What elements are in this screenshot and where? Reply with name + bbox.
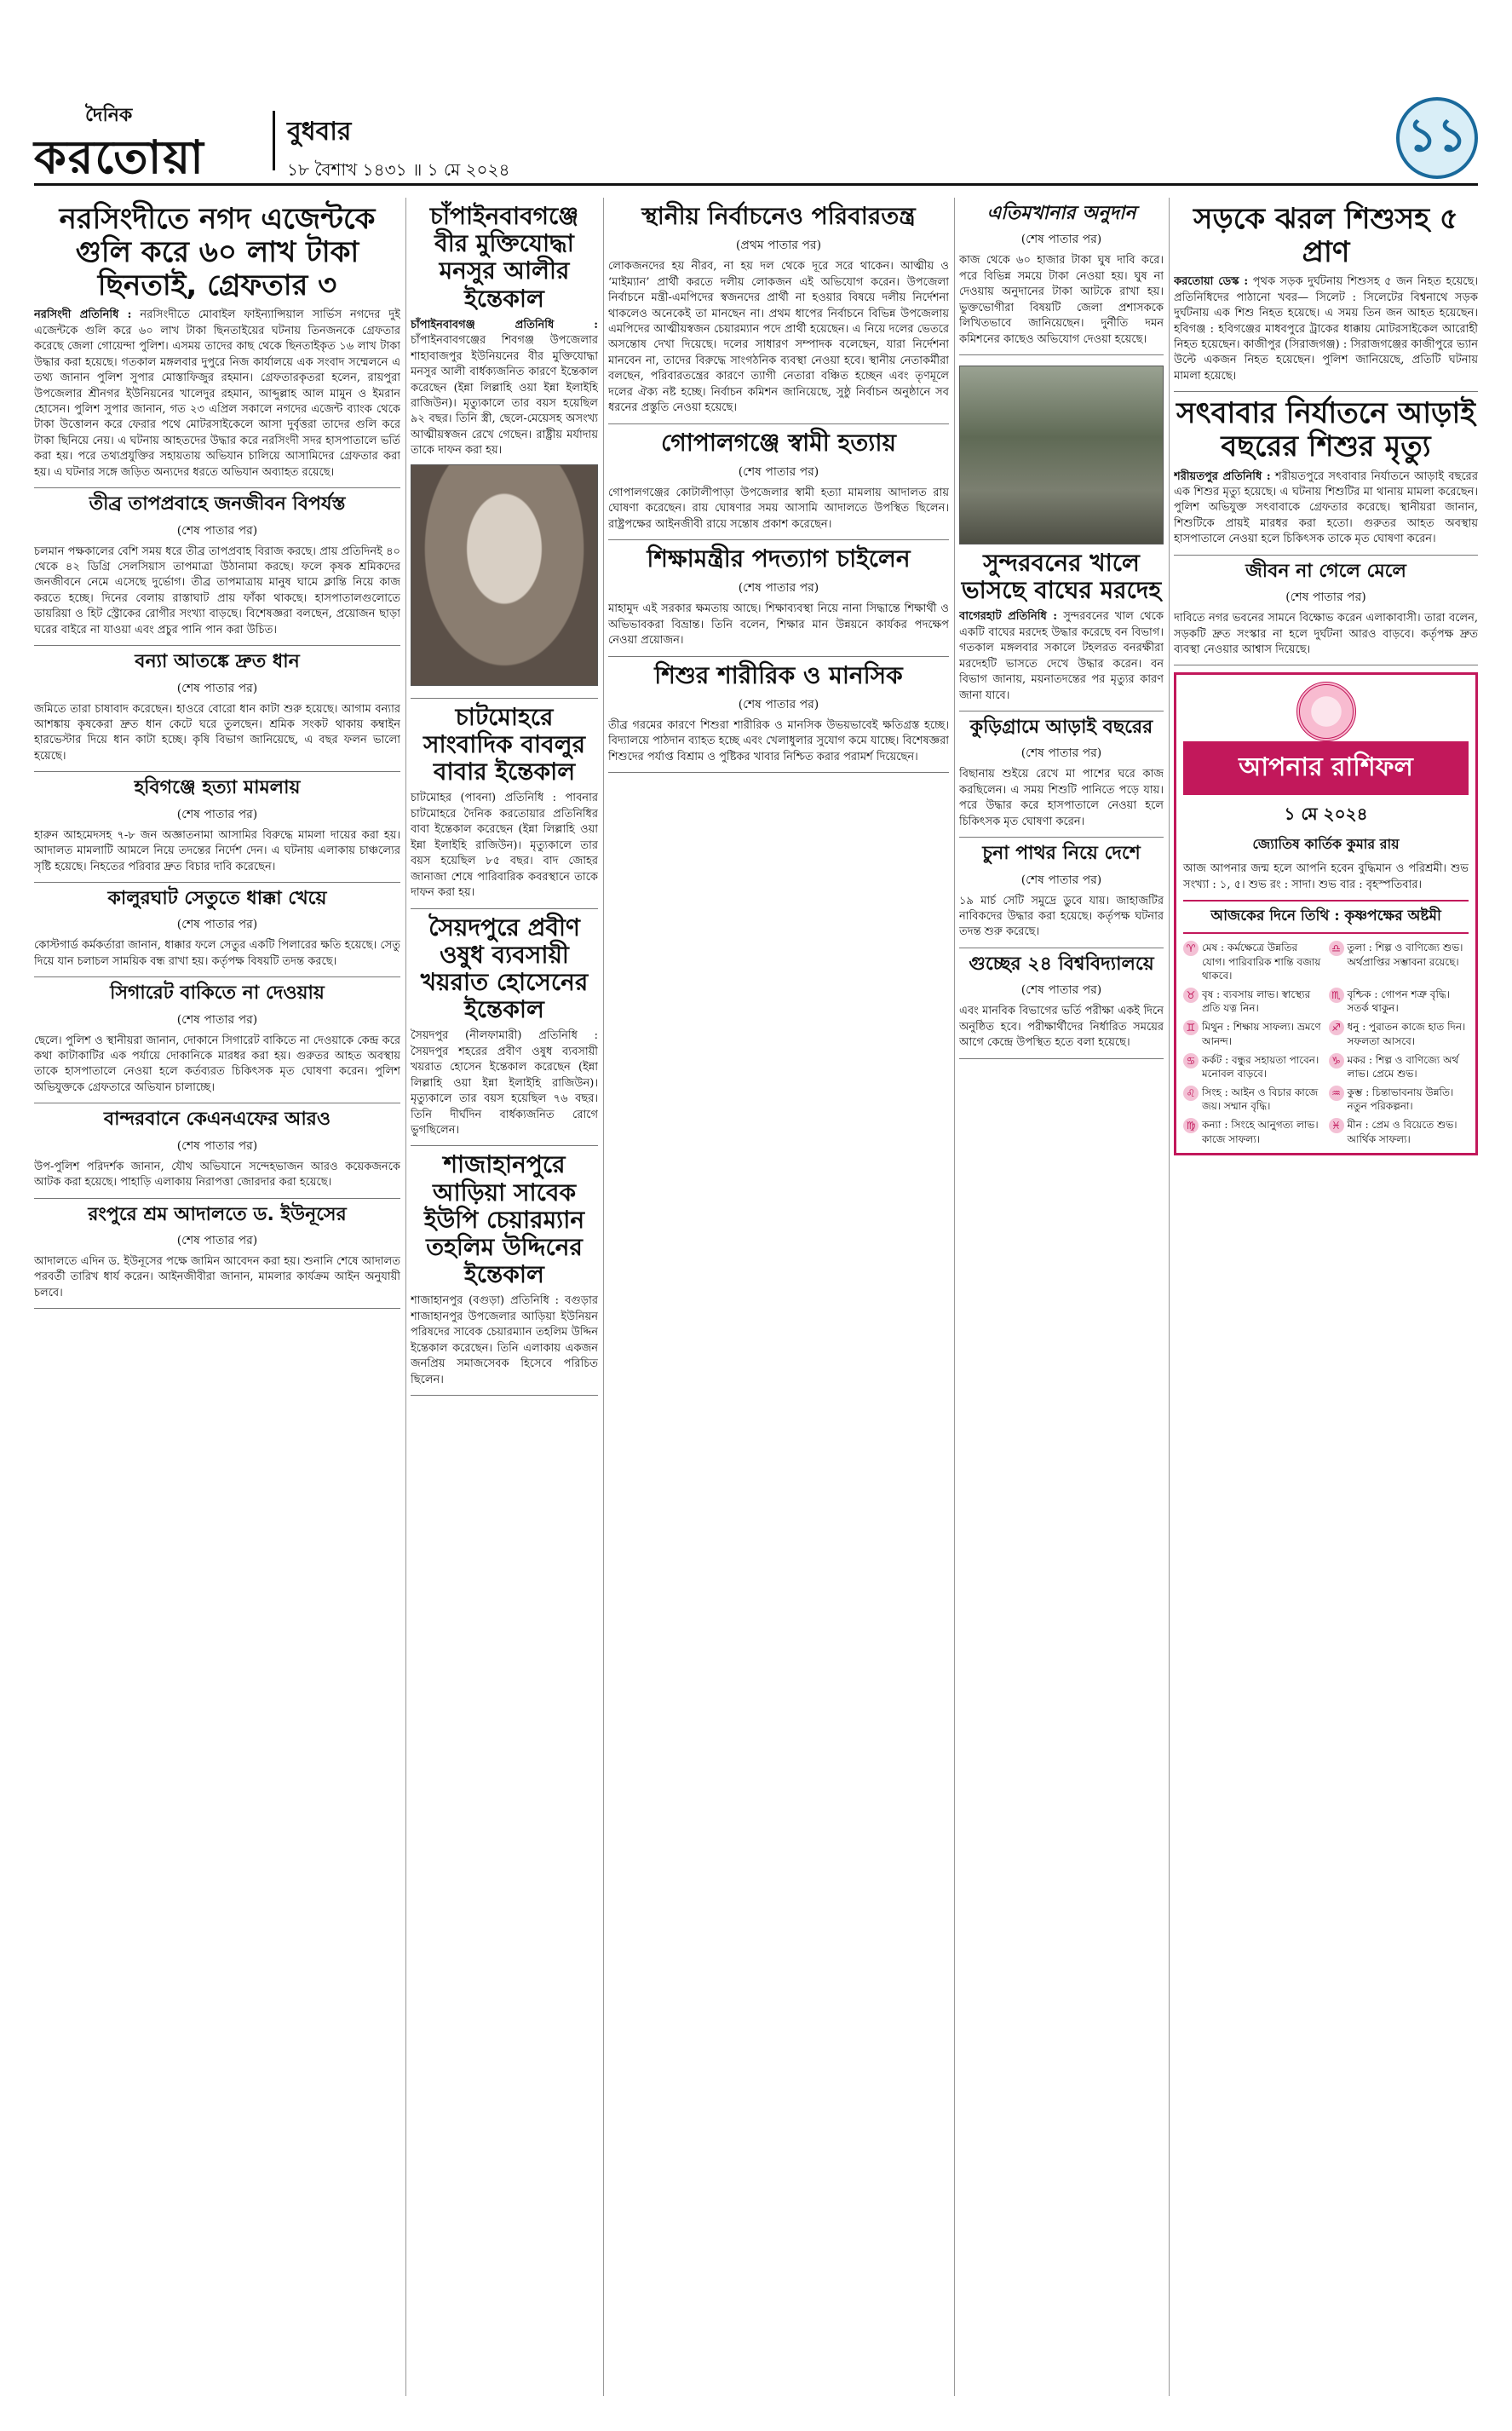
story-body: শরীয়তপুরে সৎবাবার নির্যাতনে আড়াই বছরের এক শিশুর মৃত্যু হয়েছে। এ ঘটনায় শিশুটির মা থানায় মামলা করেছেন। পুলিশ অভিযুক্ত সৎবাবাকে গ্রেফতার করেছে। স্থানীয়রা জানান, শিশুটিকে প্রায়ই মারধর করা হতো। গুরুতর আহত অবস্থায় হাসপাতালে নেওয়া হলে চিকিৎসক তাকে মৃত ঘোষণা করেন। <box>1174 469 1478 546</box>
continuation-note: (শেষ পাতার পর) <box>176 1012 258 1027</box>
story-body: হারুন আহমেদসহ ৭-৮ জন অজ্ঞাতনামা আসামির বিরুদ্ধে মামলা দায়ের করা হয়। আদালত মামলাটি আমলে নিয়ে তদন্তের নির্দেশ দেন। এ ঘটনায় এলাকায় চাঞ্চল্যের সৃষ্টি হয়েছে। নিহতের পরিবার দ্রুত বিচার দাবি করেছেন। <box>34 828 400 873</box>
byline: বাগেরহাট প্রতিনিধি : <box>959 610 1058 624</box>
zodiac-sign-icon: ♌ <box>1183 1086 1199 1101</box>
story-body: আদালতে এদিন ড. ইউনূসের পক্ষে জামিন আবেদন করা হয়। শুনানি শেষে আদালত পরবর্তী তারিখ ধার্য করেন। আইনজীবীরা জানান, মামলার কার্যক্রম আইন অনুযায়ী চলবে। <box>34 1254 400 1299</box>
zodiac-text: বৃষ : ব্যবসায় লাভ। স্বাস্থ্যের প্রতি যত্ন নিন। <box>1202 988 1311 1015</box>
headline: সিগারেট বাকিতে না দেওয়ায় <box>110 982 325 1005</box>
headline: চাটমোহরে সাংবাদিক বাবলুর বাবার ইন্তেকাল <box>423 702 585 786</box>
page-number-badge: ১১ <box>1396 97 1478 179</box>
zodiac-sign-icon: ♒ <box>1329 1086 1344 1101</box>
photo-caption-headline: সুন্দরবনের খালে ভাসছে বাঘের মরদেহ <box>961 549 1162 605</box>
headline: তীব্র তাপপ্রবাহে জনজীবন বিপর্যস্ত <box>89 493 346 516</box>
zodiac-sign-icon: ♏ <box>1329 988 1344 1003</box>
headline: গোপালগঞ্জে স্বামী হত্যায় <box>660 428 896 457</box>
zodiac-text: মীন : প্রেম ও বিয়েতে শুভ। আর্থিক সাফল্য। <box>1347 1119 1457 1145</box>
story-body: এবং মানবিক বিভাগের ভর্তি পরীক্ষা একই দিনে অনুষ্ঠিত হবে। পরীক্ষার্থীদের নির্ধারিত সময়ের আগে কেন্দ্রে উপস্থিত হতে বলা হয়েছে। <box>959 1005 1164 1050</box>
story-limestone <box>959 838 1164 948</box>
story-body: মাহামুদ এই সরকার ক্ষমতায় আছে। শিক্ষাব্যবস্থা নিয়ে নানা সিদ্ধান্তে শিক্ষার্থী ও অভিভাবকরা বিভ্রান্ত। তিনি বলেন, শিক্ষার মান উন্নয়নে কার্যকর পদক্ষেপ নেওয়া প্রয়োজন। <box>608 602 949 648</box>
zodiac-text: সিংহ : আইন ও বিচার কাজে জয়। সম্মান বৃদ্ধি। <box>1202 1086 1319 1113</box>
headline: শাজাহানপুরে আড়িয়া সাবেক ইউপি চেয়ারম্যান তহলিম উদ্দিনের ইন্তেকাল <box>423 1150 585 1289</box>
column-4 <box>959 198 1164 1059</box>
continuation-note: (শেষ পাতার পর) <box>176 1233 258 1247</box>
story-body: লোকজনদের হয় নীরব, না হয় দল থেকে দূরে সরে থাকেন। আত্মীয় ও ‘মাইম্যান’ প্রার্থী করতে দলীয় লোকজন এই অভিযোগ করেন। উপজেলা নির্বাচনে মন্ত্রী-এমপিদের স্বজনদের প্রার্থী না হওয়ার বিষয়ে দলীয় নির্দেশনা থাকলেও অনেকেই তা মানছেন না। প্রথম ধাপের নির্বাচনে বিভিন্ন উপজেলায় এমপিদের আত্মীয়স্বজন চেয়ারম্যান পদে প্রার্থী হয়েছেন। এ নিয়ে দলের ভেতরে অসন্তোষ দেখা দিয়েছে। দলের সাধারণ সম্পাদক বলেছেন, যারা নির্দেশনা মানবেন না, তাদের বিরুদ্ধে সাংগঠনিক ব্যবস্থা নেওয়া হবে। স্থানীয় নেতাকর্মীরা বলছেন, পরিবারতন্ত্রের কারণে ত্যাগী নেতারা বঞ্চিত হচ্ছেন এবং তৃণমূলে দলের ঐক্য নষ্ট হচ্ছে। নির্বাচন কমিশন জানিয়েছে, সুষ্ঠু নির্বাচন অনুষ্ঠানে সব ধরনের প্রস্তুতি নেওয়া হয়েছে। <box>608 260 949 415</box>
zodiac-sign-icon: ♈ <box>1183 941 1199 956</box>
continuation-note: (শেষ পাতার পর) <box>176 807 258 821</box>
headline: জীবন না গেলে মেলে <box>1245 560 1406 582</box>
logo-small-text: দৈনিক <box>85 104 133 126</box>
story-journalist-father <box>411 699 598 909</box>
story-body: চাঁপাইনবাবগঞ্জের শিবগঞ্জ উপজেলার শাহাবাজপুর ইউনিয়নের বীর মুক্তিযোদ্ধা মনসুর আলী বার্ধক্যজনিত কারণে ইন্তেকাল করেছেন (ইন্না লিল্লাহি ওয়া ইন্না ইলাইহি রাজিউন)। মৃত্যুকালে তার বয়স হয়েছিল ৯২ বছর। তিনি স্ত্রী, ছেলে-মেয়েসহ অসংখ্য আত্মীয়স্বজন রেখে গেছেন। রাষ্ট্রীয় মর্যাদায় তাকে দাফন করা হয়। <box>411 334 598 458</box>
headline: শিশুর শারীরিক ও মানসিক <box>654 660 903 689</box>
story-education-minister <box>608 540 949 657</box>
byline: নরসিংদী প্রতিনিধি : <box>34 308 132 322</box>
lead-headline: নরসিংদীতে নগদ এজেন্টকে গুলি করে ৬০ লাখ টাকা ছিনতাই, গ্রেফতার ৩ <box>59 202 376 303</box>
story-heatwave <box>34 488 400 646</box>
story-body: সৈয়দপুর (নীলফামারী) প্রতিনিধি : সৈয়দপুর শহরের প্রবীণ ওষুধ ব্যবসায়ী খয়রাত হোসেন ইন্তেকাল করেছেন (ইন্না লিল্লাহি ওয়া ইন্না ইলাইহি রাজিউন)। মৃত্যুকালে তার বয়স হয়েছিল ৭৬ বছর। তিনি দীর্ঘদিন বার্ধক্যজনিত রোগে ভুগছিলেন। <box>411 1029 598 1138</box>
zodiac-sign-icon: ♓ <box>1329 1118 1344 1133</box>
continuation-note: (শেষ পাতার পর) <box>176 918 258 932</box>
headline: কুড়িগ্রামে আড়াই বছরের <box>969 717 1153 739</box>
zodiac-text: তুলা : শিল্প ও বাণিজ্যে শুভ। অর্থপ্রাপ্তির সম্ভাবনা রয়েছে। <box>1347 942 1463 968</box>
headline: চুনা পাথর নিয়ে দেশে <box>982 843 1141 865</box>
story-road-accident <box>1174 198 1478 392</box>
zodiac-sign-icon: ♑ <box>1329 1053 1344 1069</box>
byline: চাঁপাইনবাবগঞ্জ প্রতিনিধি : <box>411 318 598 331</box>
story-stepfather-torture <box>1174 392 1478 555</box>
story-flood <box>34 646 400 772</box>
story-cigarette <box>34 977 400 1103</box>
column-2 <box>411 198 598 1396</box>
zodiac-item <box>1329 941 1469 982</box>
continuation-note: (শেষ পাতার পর) <box>1020 873 1102 887</box>
zodiac-item <box>1183 941 1324 982</box>
story-local-election <box>608 198 949 424</box>
tithi-heading: আজকের দিনে তিথি : কৃষ্ণপক্ষের অষ্টমী <box>1183 900 1469 934</box>
zodiac-sign-icon: ♎ <box>1329 941 1344 956</box>
zodiac-item <box>1329 1053 1469 1080</box>
portrait-photo <box>411 464 598 686</box>
headline: কালুরঘাট সেতুতে ধাক্কা খেয়ে <box>107 888 327 910</box>
story-former-chairman <box>411 1146 598 1396</box>
date-block <box>273 111 510 180</box>
story-body: শাজাহানপুর (বগুড়া) প্রতিনিধি : বগুড়ার শাজাহানপুর উপজেলার আড়িয়া ইউনিয়ন পরিষদের সাবেক চেয়ারম্যান তহলিম উদ্দিন ইন্তেকাল করেছেন। তিনি এলাকায় একজন জনপ্রিয় সমাজসেবক হিসেবে পরিচিত ছিলেন। <box>411 1294 598 1386</box>
story-child-health <box>608 657 949 774</box>
column-divider <box>603 198 604 2396</box>
continuation-note: (শেষ পাতার পর) <box>1020 983 1102 998</box>
zodiac-item <box>1183 1086 1324 1113</box>
story-body: গোপালগঞ্জের কোটালীপাড়া উপজেলার স্বামী হত্যা মামলায় আদালত রায় ঘোষণা করেছেন। রায় ঘোষণার সময় আসামি আদালতে উপস্থিত ছিলেন। রাষ্ট্রপক্ষের আইনজীবী রায়ে সন্তোষ প্রকাশ করেছেন। <box>608 486 949 531</box>
story-bandarban <box>34 1103 400 1198</box>
headline: এতিমখানার অনুদান <box>986 203 1136 224</box>
story-orphanage <box>959 198 1164 355</box>
headline: রংপুরে শ্রম আদালতে ড. ইউনূসের <box>88 1203 347 1225</box>
zodiac-text: মিথুন : শিক্ষায় সাফল্য। ভ্রমণে আনন্দ। <box>1202 1021 1321 1047</box>
continuation-note: (শেষ পাতার পর) <box>1285 590 1366 605</box>
continuation-note: (শেষ পাতার পর) <box>176 681 258 695</box>
story-body: কাজ থেকে ৬০ হাজার টাকা ঘুষ দাবি করে। পরে বিভিন্ন সময়ে টাকা নেওয়া হয়। ঘুষ না দেওয়ায় অনুদানের টাকা আটকে রাখা হয়। ভুক্তভোগীরা বিষয়টি জেলা প্রশাসককে লিখিতভাবে জানিয়েছেন। দুর্নীতি দমন কমিশনের কাছেও অভিযোগ দেওয়া হয়েছে। <box>959 254 1164 346</box>
headline: গুচ্ছের ২৪ বিশ্ববিদ্যালয়ে <box>969 953 1154 975</box>
headline: বান্দরবানে কেএনএফের আরও <box>103 1109 331 1131</box>
story-body: ছেলে। পুলিশ ও স্থানীয়রা জানান, দোকানে সিগারেট বাকিতে না দেওয়াকে কেন্দ্র করে কথা কাটাকাটির এক পর্যায়ে দোকানিকে মারধর করা হয়। গুরুতর আহত অবস্থায় তাকে হাসপাতালে নেওয়া হলে কর্তব্যরত চিকিৎসক মৃত ঘোষণা করেন। পুলিশ অভিযুক্তকে গ্রেফতারে অভিযান চালাচ্ছে। <box>34 1034 400 1094</box>
story-body: কোস্টগার্ড কর্মকর্তারা জানান, ধাক্কার ফলে সেতুর একটি পিলারের ক্ষতি হয়েছে। সেতু দিয়ে যান চলাচল সাময়িক বন্ধ রাখা হয়। কর্তৃপক্ষ বিষয়টি তদন্ত করছে। <box>34 939 400 968</box>
zodiac-text: কুম্ভ : চিন্তাভাবনায় উন্নতি। নতুন পরিকল্পনা। <box>1347 1086 1454 1113</box>
story-bridge <box>34 883 400 977</box>
story-body: পৃথক সড়ক দুর্ঘটনায় শিশুসহ ৫ জন নিহত হয়েছে। প্রতিনিধিদের পাঠানো খবর— সিলেট : সিলেটের বিশ্বনাথে সড়ক দুর্ঘটনায় এক শিশু নিহত হয়েছে। এ সময় তিন জন আহত হয়েছেন। হবিগঞ্জ : হবিগঞ্জের মাধবপুরে ট্রাকের ধাক্কায় মোটরসাইকেল আরোহী নিহত হয়েছেন। কাজীপুর (সিরাজগঞ্জ) : সিরাজগঞ্জের কাজীপুরে ভ্যান উল্টে একজন নিহত হয়েছেন। পুলিশ জানিয়েছে, প্রতিটি ঘটনায় মামলা হয়েছে। <box>1174 275 1478 383</box>
zodiac-sign-icon: ♍ <box>1183 1118 1199 1133</box>
zodiac-text: মকর : শিল্প ও বাণিজ্যে অর্থ লাভ। প্রেমে শুভ। <box>1347 1053 1459 1080</box>
horoscope-intro: আজ আপনার জন্ম হলে আপনি হবেন বুদ্ধিমান ও পরিশ্রমী। শুভ সংখ্যা : ১, ৫। শুভ রং : সাদা। শুভ বার : বৃহস্পতিবার। <box>1183 862 1469 891</box>
zodiac-item <box>1183 988 1324 1015</box>
story-labour-court <box>34 1199 400 1310</box>
headline: হবিগঞ্জে হত্যা মামলায় <box>134 777 301 799</box>
story-freedom-fighter <box>411 198 598 699</box>
column-divider <box>954 198 955 2396</box>
weekday: বুধবার <box>287 117 352 147</box>
story-body: তীব্র গরমের কারণে শিশুরা শারীরিক ও মানসিক উভয়ভাবেই ক্ষতিগ্রস্ত হচ্ছে। বিদ্যালয়ে পাঠদান ব্যাহত হচ্ছে এবং খেলাধুলার সুযোগ কমে যাচ্ছে। বিশেষজ্ঞরা শিশুদের পর্যাপ্ত বিশ্রাম ও পুষ্টিকর খাবার নিশ্চিত করার পরামর্শ দিয়েছেন। <box>608 719 949 763</box>
horoscope-box <box>1174 672 1478 1155</box>
story-body: বিছানায় শুইয়ে রেখে মা পাশের ঘরে কাজ করছিলেন। এ সময় শিশুটি পানিতে পড়ে যায়। পরে উদ্ধার করে হাসপাতালে নেওয়া হলে চিকিৎসক মৃত ঘোষণা করেন। <box>959 768 1164 828</box>
column-divider <box>1169 198 1170 2396</box>
column-5 <box>1174 198 1478 1155</box>
story-gopalganj <box>608 424 949 541</box>
headline: সড়কে ঝরল শিশুসহ ৫ প্রাণ <box>1193 202 1458 270</box>
continuation-note: (শেষ পাতার পর) <box>1020 233 1102 247</box>
story-body: দাবিতে নগর ভবনের সামনে বিক্ষোভ করেন এলাকাবাসী। তারা বলেন, সড়কটি দ্রুত সংস্কার না হলে দুর্ঘটনা আরও বাড়বে। কর্তৃপক্ষ দ্রুত ব্যবস্থা নেওয়ার আশ্বাস দিয়েছে। <box>1174 612 1478 657</box>
zodiac-sign-icon: ♋ <box>1183 1053 1199 1069</box>
horoscope-date: ১ মে ২০২৪ <box>1284 804 1368 825</box>
continuation-note: (প্রথম পাতার পর) <box>735 239 822 253</box>
story-body: সুন্দরবনের খাল থেকে একটি বাঘের মরদেহ উদ্ধার করেছে বন বিভাগ। গতকাল মঙ্গলবার সকালে টহলরত বনরক্ষীরা মরদেহটি ভাসতে দেখে উদ্ধার করেন। বন বিভাগ জানায়, ময়নাতদন্তের পর মৃত্যুর কারণ জানা যাবে। <box>959 610 1164 702</box>
horoscope-author: জ্যোতিষ কার্তিক কুমার রায় <box>1252 836 1400 853</box>
zodiac-item <box>1329 988 1469 1015</box>
headline: বন্যা আতঙ্কে দ্রুত ধান <box>135 651 300 673</box>
zodiac-item <box>1183 1118 1324 1145</box>
story-life-lost <box>1174 556 1478 666</box>
zodiac-sign-icon: ♐ <box>1329 1020 1344 1035</box>
story-kurigram <box>959 711 1164 838</box>
zodiac-item <box>1329 1086 1469 1113</box>
story-tiger <box>959 355 1164 711</box>
column-divider <box>405 198 406 2396</box>
lead-story <box>34 198 400 488</box>
zodiac-text: কর্কট : বন্ধুর সহায়তা পাবেন। মনোবল বাড়বে। <box>1202 1053 1319 1080</box>
zodiac-sign-icon: ♉ <box>1183 988 1199 1003</box>
story-body: উপ-পুলিশ পরিদর্শক জানান, যৌথ অভিযানে সন্দেহভাজন আরও কয়েকজনকে আটক করা হয়েছে। পাহাড়ি এলাকায় নিরাপত্তা জোরদার করা হয়েছে। <box>34 1160 400 1190</box>
zodiac-text: ধনু : পুরাতন কাজে হাত দিন। সফলতা আসবে। <box>1347 1021 1466 1047</box>
headline: সৈয়দপুরে প্রবীণ ওষুধ ব্যবসায়ী খয়রাত হোসেনের ইন্তেকাল <box>420 913 589 1024</box>
zodiac-sign-icon: ♊ <box>1183 1020 1199 1035</box>
issue-date: ১৮ বৈশাখ ১৪৩১ ॥ ১ মে ২০২৪ <box>287 159 510 180</box>
story-universities <box>959 948 1164 1059</box>
zodiac-item <box>1183 1020 1324 1047</box>
headline: স্থানীয় নির্বাচনেও পরিবারতন্ত্র <box>641 202 916 230</box>
story-body: জমিতে তারা চাষাবাদ করেছেন। হাওরে বোরো ধান কাটা শুরু হয়েছে। আগাম বন্যার আশঙ্কায় কৃষকেরা দ্রুত ধান কেটে ঘরে তুলছেন। শ্রমিক সংকট থাকায় কম্বাইন হারভেস্টার দিয়ে ধান কাটা হচ্ছে। কৃষি বিভাগ জানিয়েছে, এ বছর ফলন ভালো হয়েছে। <box>34 702 400 763</box>
story-body: নরসিংদীতে মোবাইল ফাইন্যান্সিয়াল সার্ভিস নগদের দুই এজেন্টকে গুলি করে ৬০ লাখ টাকা ছিনতাইয়ের ঘটনায় তিনজনকে গ্রেফতার করেছে জেলা গোয়েন্দা পুলিশ। এসময় তাদের কাছ থেকে ছিনতাইকৃত ১৬ লাখ টাকা উদ্ধার করা হয়েছে। গতকাল মঙ্গলবার দুপুরে নিজ কার্যালয়ে এক সংবাদ সম্মেলনে এ তথ্য জানান পুলিশ সুপার মোস্তাফিজুর রহমান। গ্রেফতারকৃতরা হলেন, রায়পুরা উপজেলার শ্রীনগর ইউনিয়নের খালেদুর রহমান, আব্দুল্লাহ আল মামুন ও ইমরান হোসেন। পুলিশ সুপার জানান, গত ২৩ এপ্রিল সকালে নগদের এজেন্ট ব্যাংক থেকে টাকা উত্তোলন করে ফেরার পথে মোটরসাইকেলে আসা দুর্বৃত্তরা তাদের গুলি করে টাকা ছিনিয়ে নেয়। এ ঘটনায় আহতদের উদ্ধার করে নরসিংদী সদর হাসপাতালে ভর্তি করা হয়। পরে তথ্যপ্রযুক্তির সহায়তায় অভিযান চালিয়ে আসামিদের গ্রেফতার করা হয়। এ ঘটনার সঙ্গে জড়িত অন্যদের ধরতে অভিযান অব্যাহত রয়েছে। <box>34 308 400 479</box>
newspaper-logo <box>34 101 247 184</box>
story-body: ১৯ মার্চ সেটি সমুদ্রে ডুবে যায়। জাহাজটির নাবিকদের উদ্ধার করা হয়েছে। কর্তৃপক্ষ ঘটনার তদন্ত শুরু করেছে। <box>959 894 1164 939</box>
continuation-note: (শেষ পাতার পর) <box>176 1138 258 1153</box>
logo-title: করতোয়া <box>34 130 205 184</box>
story-body: চাটমোহর (পাবনা) প্রতিনিধি : পাবনার চাটমোহরে দৈনিক করতোয়ার প্রতিনিধির বাবা ইন্তেকাল করেছেন (ইন্না লিল্লাহি ওয়া ইন্না ইলাইহি রাজিউন)। মৃত্যুকালে তার বয়স হয়েছিল ৮৫ বছর। বাদ জোহর জানাজা শেষে পারিবারিক কবরস্থানে তাকে দাফন করা হয়। <box>411 792 598 900</box>
zodiac-grid <box>1183 941 1469 1145</box>
zodiac-item <box>1329 1118 1469 1145</box>
masthead <box>34 94 1478 186</box>
continuation-note: (শেষ পাতার পর) <box>738 464 819 479</box>
column-1 <box>34 198 400 1309</box>
horoscope-title: আপনার রাশিফল <box>1183 741 1469 795</box>
story-murder-case <box>34 772 400 883</box>
zodiac-text: কন্যা : সিংহে আনুগত্য লাভ। কাজে সাফল্য। <box>1202 1119 1319 1145</box>
continuation-note: (শেষ পাতার পর) <box>1020 746 1102 761</box>
continuation-note: (শেষ পাতার পর) <box>176 523 258 538</box>
zodiac-text: বৃশ্চিক : গোপন শত্রু বৃদ্ধি। সতর্ক থাকুন। <box>1347 988 1450 1015</box>
tiger-carcass-photo <box>959 366 1164 544</box>
continuation-note: (শেষ পাতার পর) <box>738 698 819 711</box>
zodiac-wheel-icon <box>1296 682 1356 741</box>
zodiac-text: মেষ : কর্মক্ষেত্রে উন্নতির যোগ। পারিবারিক শান্তি বজায় থাকবে। <box>1202 942 1321 982</box>
byline: করতোয়া ডেস্ক : <box>1174 275 1249 289</box>
headline: চাঁপাইনবাবগঞ্জে বীর মুক্তিযোদ্ধা মনসুর আলীর ইন্তেকাল <box>429 202 579 313</box>
headline: শিক্ষামন্ত্রীর পদত্যাগ চাইলেন <box>647 544 911 573</box>
zodiac-item <box>1183 1053 1324 1080</box>
zodiac-item <box>1329 1020 1469 1047</box>
story-body: চলমান পক্ষকালের বেশি সময় ধরে তীব্র তাপপ্রবাহ বিরাজ করছে। প্রায় প্রতিদিনই ৪০ থেকে ৪২ ডিগ্রি সেলসিয়াস তাপমাত্রা উঠানামা করছে। ফলে কৃষক শ্রমিকদের জনজীবনে নেমে এসেছে দুর্ভোগ। তীব্র তাপমাত্রায় মানুষ ঘামে ক্লান্তি নিয়ে কাজ করতে হচ্ছে। দিনের বেলায় রাস্তাঘাট প্রায় ফাঁকা থাকছে। হাসপাতালগুলোতে ডায়রিয়া ও হিট স্ট্রোকের রোগীর সংখ্যা বাড়ছে। বিশেষজ্ঞরা বলছেন, প্রয়োজন ছাড়া ঘরের বাইরে না যাওয়া এবং প্রচুর পানি পান করা উচিত। <box>34 544 400 637</box>
continuation-note: (শেষ পাতার পর) <box>738 581 819 596</box>
headline: সৎবাবার নির্যাতনে আড়াই বছরের শিশুর মৃত্যু <box>1176 396 1475 464</box>
byline: শরীয়তপুর প্রতিনিধি : <box>1174 469 1271 483</box>
story-medicine-trader <box>411 909 598 1147</box>
column-3 <box>608 198 949 773</box>
